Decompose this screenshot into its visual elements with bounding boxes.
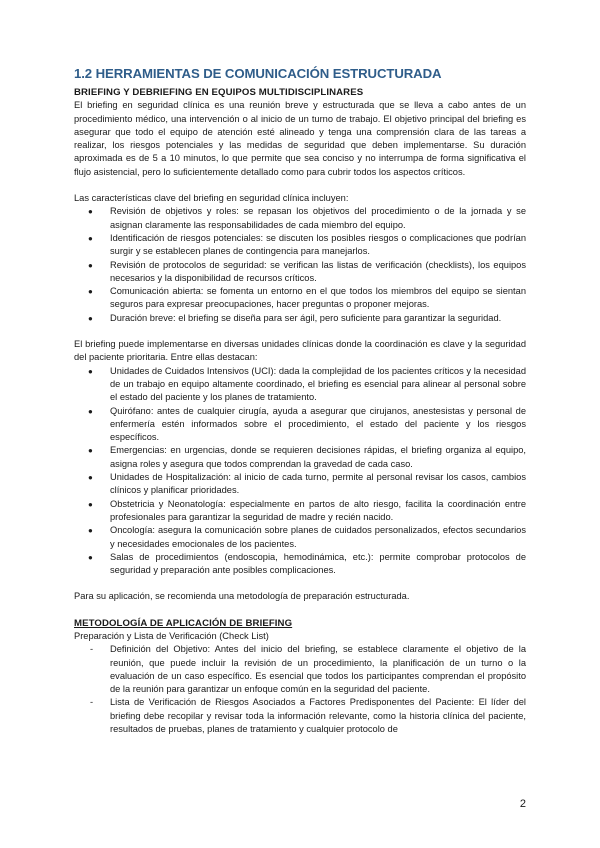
list-item-text: Revisión de objetivos y roles: se repasan los objetivos del procedimiento o de la jornada y se asignan claramente las responsabilidades de cada miembro del equipo. [110, 206, 526, 230]
units-lead: El briefing puede implementarse en diversas unidades clínicas donde la coordinación es clave y la seguridad del paciente prioritaria. Entre ellas destacan: [74, 339, 526, 363]
document-page [74, 66, 526, 736]
intro-paragraph: El briefing en seguridad clínica es una reunión breve y estructurada que se lleva a cabo antes de un procedimiento médico, una intervención o al inicio de un turno de trabajo. El objetivo principal del briefing es asegurar que todo el equipo de atención esté alineado y tenga una comprensión clara de las tareas a realizar, los riesgos potenciales y las medidas de seguridad que deben implementarse. Su duración aproximada es de 5 a 10 minutos, lo que permite que sea conciso y no interrumpa de forma significativa el flujo asistencial, pero lo suficientemente detallado como para cubrir todos los aspectos críticos. [74, 100, 526, 177]
methodology-list [74, 643, 526, 736]
list-item: ● Identificación de riesgos potenciales: se discuten los posibles riesgos o complicaciones que podrían surgir y se establecen planes de contingencia para manejarlos. [88, 232, 526, 257]
list-item-text: Unidades de Hospitalización: al inicio de cada turno, permite al personal revisar los casos, cambios clínicos y planificar prioridades. [110, 472, 526, 496]
features-lead: Las características clave del briefing en seguridad clínica incluyen: [74, 193, 349, 204]
list-item-text: Comunicación abierta: se fomenta un entorno en el que todos los miembros del equipo se sientan seguros para expresar preocupaciones, hacer preguntas o proponer mejoras. [110, 286, 526, 310]
list-item-text: Identificación de riesgos potenciales: se discuten los posibles riesgos o complicaciones que podrían surgir y se establecen planes de contingencia para manejarlos. [110, 232, 526, 257]
list-item-text: Duración breve: el briefing se diseña para ser ágil, pero suficiente para garantizar la seguridad. [110, 312, 502, 323]
list-item-text: Definición del Objetivo: Antes del inicio del briefing, se establece claramente el objetivo de la reunión, que puede incluir la revisión de un procedimiento, la planificación de un turno o la evaluación de un caso específico. Es esencial que todos los participantes comprendan el propósito de la reunión para garantizar un enfoque común en la seguridad del paciente. [110, 644, 526, 695]
list-item-text: Obstetricia y Neonatología: especialmente en partos de alto riesgo, facilita la coordinación entre profesionales para garantizar la seguridad de madre y recién nacido. [110, 498, 526, 522]
list-item: - Definición del Objetivo: Antes del inicio del briefing, se establece claramente el objetivo de la reunión, que puede incluir la revisión de un procedimiento, la planificación de un turno o la evaluación de un caso específico. Es esencial que todos los participantes comprendan el propósito de la reunión para garantizar un enfoque común en la seguridad del paciente. [90, 644, 526, 695]
methodology-subtitle: Preparación y Lista de Verificación (Check List) [74, 630, 269, 641]
list-item-text: Unidades de Cuidados Intensivos (UCI): dada la complejidad de los pacientes críticos y la necesidad de un trabajo en equipo altamente coordinado, el briefing es esencial para alinear al personal sobre el estado del paciente y los planes de tratamiento. [110, 365, 526, 403]
list-item: ● Duración breve: el briefing se diseña para ser ágil, pero suficiente para garantizar la seguridad. [88, 312, 502, 323]
page-number: 2 [519, 798, 526, 810]
list-item: - Lista de Verificación de Riesgos Asociados a Factores Predisponentes del Paciente: El líder del briefing debe recopilar y revisar toda la información relevante, como la historia clínica del paciente, resultados de pruebas, planes de tratamiento y cualquier protocolo de [90, 697, 526, 735]
methodology-title: METODOLOGÍA DE APLICACIÓN DE BRIEFING [74, 617, 293, 629]
list-item: ● Salas de procedimientos (endoscopia, hemodinámica, etc.): permite comprobar protocolos de seguridad y preparación ante posibles complicaciones. [88, 551, 526, 576]
features-list [74, 205, 526, 325]
list-item-text: Emergencias: en urgencias, donde se requieren decisiones rápidas, el briefing organiza al equipo, asigna roles y asegura que todos comprendan la gravedad de cada caso. [110, 445, 526, 469]
list-item: ● Obstetricia y Neonatología: especialmente en partos de alto riesgo, facilita la coordinación entre profesionales para garantizar la seguridad de madre y recién nacido. [88, 498, 526, 522]
list-item: ● Quirófano: antes de cualquier cirugía, ayuda a asegurar que cirujanos, anestesistas y personal de enfermería estén informados sobre el procedimiento, el estado del paciente y los riesgos específicos. [88, 405, 526, 443]
list-item-text: Quirófano: antes de cualquier cirugía, ayuda a asegurar que cirujanos, anestesistas y personal de enfermería estén informados sobre el procedimiento, el estado del paciente y los riesgos específicos. [110, 405, 526, 443]
list-item-text: Lista de Verificación de Riesgos Asociados a Factores Predisponentes del Paciente: El líder del briefing debe recopilar y revisar toda la información relevante, como la historia clínica del paciente, resultados de pruebas, planes de tratamiento y cualquier protocolo de [110, 697, 526, 735]
list-item: ● Oncología: asegura la comunicación sobre planes de cuidados personalizados, efectos secundarios y necesidades emocionales de los pacientes. [88, 525, 526, 549]
list-item-text: Revisión de protocolos de seguridad: se verifican las listas de verificación (checklists), los equipos necesarios y la disponibilidad de recursos críticos. [110, 259, 526, 283]
list-item: ● Emergencias: en urgencias, donde se requieren decisiones rápidas, el briefing organiza al equipo, asigna roles y asegura que todos comprendan la gravedad de cada caso. [88, 445, 526, 469]
list-item: ● Revisión de objetivos y roles: se repasan los objetivos del procedimiento o de la jornada y se asignan claramente las responsabilidades de cada miembro del equipo. [88, 206, 526, 230]
list-item: ● Unidades de Hospitalización: al inicio de cada turno, permite al personal revisar los casos, cambios clínicos y planificar prioridades. [88, 472, 526, 496]
list-item-text: Oncología: asegura la comunicación sobre planes de cuidados personalizados, efectos secundarios y necesidades emocionales de los pacientes. [110, 525, 526, 549]
section-title: 1.2 HERRAMIENTAS DE COMUNICACIÓN ESTRUCTURADA [74, 66, 442, 81]
units-list [74, 365, 526, 578]
list-item: ● Revisión de protocolos de seguridad: se verifican las listas de verificación (checklists), los equipos necesarios y la disponibilidad de recursos críticos. [88, 259, 526, 283]
list-item: ● Comunicación abierta: se fomenta un entorno en el que todos los miembros del equipo se sientan seguros para expresar preocupaciones, hacer preguntas o proponer mejoras. [88, 286, 526, 310]
methodology-intro: Para su aplicación, se recomienda una metodología de preparación estructurada. [74, 591, 410, 602]
list-item: ● Unidades de Cuidados Intensivos (UCI): dada la complejidad de los pacientes críticos y la necesidad de un trabajo en equipo altamente coordinado, el briefing es esencial para alinear al personal sobre el estado del paciente y los planes de tratamiento. [88, 365, 526, 403]
section-subtitle: BRIEFING Y DEBRIEFING EN EQUIPOS MULTIDISCIPLINARES [74, 87, 364, 98]
list-item-text: Salas de procedimientos (endoscopia, hemodinámica, etc.): permite comprobar protocolos de seguridad y preparación ante posibles complicaciones. [110, 551, 526, 576]
